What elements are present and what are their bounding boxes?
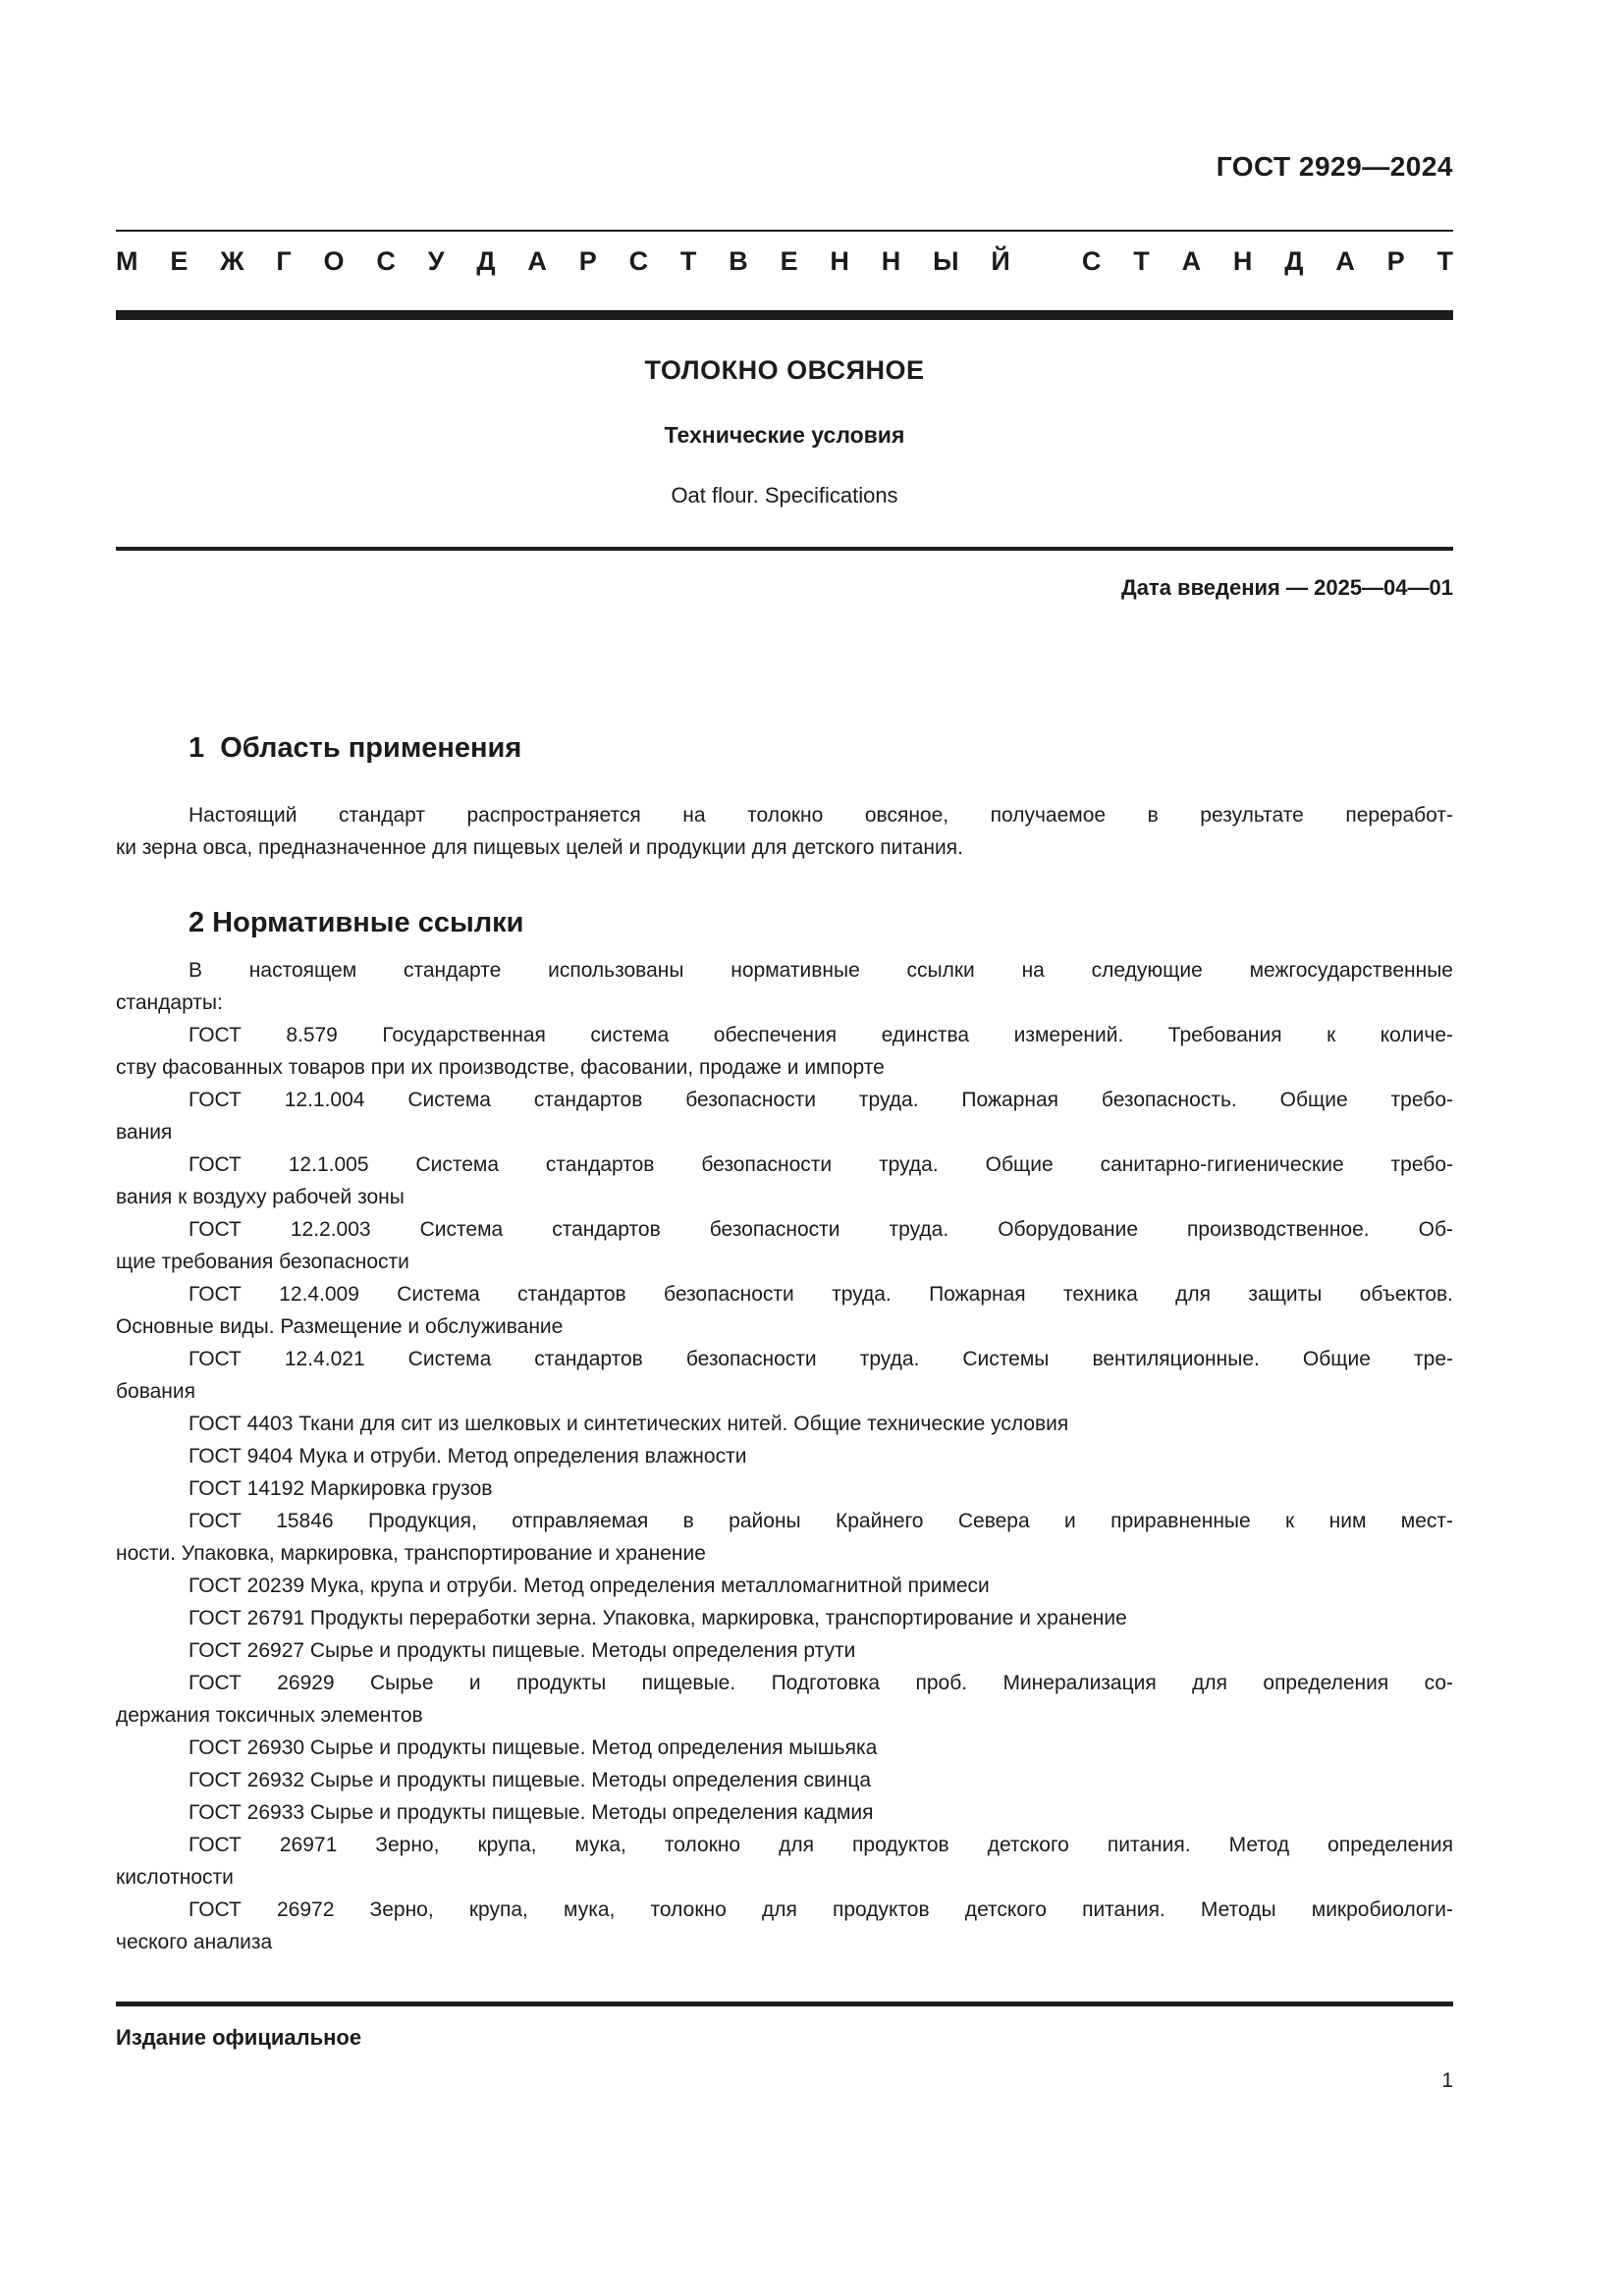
band-letter: С <box>376 246 396 276</box>
band-letter: Д <box>1284 246 1304 276</box>
band-letter: Р <box>1386 246 1405 276</box>
section-1-body <box>116 799 1453 864</box>
text-line: ГОСТ 12.1.005 Система стандартов безопасности труда. Общие санитарно-гигиенические требо- <box>189 1153 1453 1176</box>
page-number: 1 <box>1441 2069 1453 2092</box>
text-line: вания <box>116 1121 173 1144</box>
band-letter: Н <box>830 246 849 276</box>
text-line: ГОСТ 26927 Сырье и продукты пищевые. Методы определения ртути <box>189 1639 856 1662</box>
text-line: ГОСТ 20239 Мука, крупа и отруби. Метод определения металломагнитной примеси <box>189 1575 990 1597</box>
band-letter: А <box>1181 246 1202 276</box>
effective-date: Дата введения — 2025—04—01 <box>1121 575 1453 600</box>
band-letter: Д <box>476 246 496 276</box>
band-letter: Н <box>1232 246 1253 276</box>
section-1-heading: 1 Область применения <box>189 732 522 764</box>
section-2-body <box>116 954 1453 1958</box>
text-line: ГОСТ 15846 Продукция, отправляемая в районы Крайнего Севера и приравненные к ним мест- <box>189 1510 1453 1532</box>
header-thin-rule <box>116 230 1453 232</box>
band-letter: А <box>527 246 547 276</box>
band-letter: С <box>628 246 649 276</box>
text-line: ГОСТ 26932 Сырье и продукты пищевые. Методы определения свинца <box>189 1769 872 1791</box>
document-title-english: Oat flour. Specifications <box>671 483 898 507</box>
band-letter: А <box>1335 246 1355 276</box>
text-line: щие требования безопасности <box>116 1251 409 1273</box>
text-line: ГОСТ 26929 Сырье и продукты пищевые. Подготовка проб. Минерализация для определения со- <box>189 1672 1453 1694</box>
band-letter: О <box>323 246 345 276</box>
text-line: ГОСТ 26930 Сырье и продукты пищевые. Метод определения мышьяка <box>189 1736 878 1759</box>
document-title: ТОЛОКНО ОВСЯНОЕ <box>644 355 925 385</box>
text-line: Настоящий стандарт распространяется на толокно овсяное, получаемое в результате переработ- <box>189 804 1453 827</box>
band-letter: Е <box>170 246 189 276</box>
band-letter: В <box>729 246 748 276</box>
text-line: ГОСТ 12.4.021 Система стандартов безопасности труда. Системы вентиляционные. Общие тре- <box>189 1348 1453 1370</box>
text-line: ГОСТ 26791 Продукты переработки зерна. Упаковка, маркировка, транспортирование и хранение <box>189 1607 1127 1629</box>
band-letter: Г <box>276 246 292 276</box>
band-letter: Е <box>780 246 798 276</box>
text-line: ГОСТ 8.579 Государственная система обеспечения единства измерений. Требования к количе- <box>189 1024 1453 1046</box>
text-line: ческого анализа <box>116 1931 273 1953</box>
band-letter: Р <box>578 246 597 276</box>
text-line: ГОСТ 9404 Мука и отруби. Метод определения влажности <box>189 1445 747 1468</box>
text-line: ГОСТ 26971 Зерно, крупа, мука, толокно для продуктов детского питания. Метод определения <box>189 1834 1453 1856</box>
content-area <box>116 0 1453 2296</box>
text-line: ГОСТ 12.4.009 Система стандартов безопасности труда. Пожарная техника для защиты объектов. <box>189 1283 1453 1306</box>
text-line: ГОСТ 14192 Маркировка грузов <box>189 1477 493 1500</box>
band-letter: М <box>116 246 138 276</box>
band-letter <box>1043 246 1051 277</box>
header-thick-rule <box>116 310 1453 320</box>
text-line: ству фасованных товаров при их производстве, фасовании, продаже и импорте <box>116 1056 885 1079</box>
title-separator-rule <box>116 547 1453 551</box>
band-letter: Н <box>881 246 901 276</box>
footer-rule <box>116 2002 1453 2006</box>
text-line: ГОСТ 26972 Зерно, крупа, мука, толокно для продуктов детского питания. Методы микробиологи- <box>189 1898 1453 1921</box>
text-line: ГОСТ 12.1.004 Система стандартов безопасности труда. Пожарная безопасность. Общие требо- <box>189 1089 1453 1111</box>
text-line: держания токсичных элементов <box>116 1704 423 1727</box>
text-line: бования <box>116 1380 196 1403</box>
text-line: ки зерна овса, предназначенное для пищевых целей и продукции для детского питания. <box>116 836 963 859</box>
band-letter: Й <box>991 246 1010 276</box>
doc-code: ГОСТ 2929—2024 <box>1216 151 1453 182</box>
standard-type-band <box>116 246 1453 277</box>
text-line: В настоящем стандарте использованы нормативные ссылки на следующие межгосударственные <box>189 959 1453 982</box>
band-letter: Т <box>1436 246 1453 276</box>
band-letter: Т <box>1133 246 1150 276</box>
section-2-heading: 2 Нормативные ссылки <box>189 907 524 938</box>
document-subtitle: Технические условия <box>664 422 905 448</box>
band-letter: С <box>1081 246 1102 276</box>
text-line: Основные виды. Размещение и обслуживание <box>116 1315 564 1338</box>
edition-note: Издание официальное <box>116 2025 362 2050</box>
band-letter: Т <box>679 246 697 276</box>
text-line: вания к воздуху рабочей зоны <box>116 1186 405 1208</box>
text-line: ГОСТ 26933 Сырье и продукты пищевые. Методы определения кадмия <box>189 1801 874 1824</box>
band-letter: У <box>427 246 445 276</box>
text-line: кислотности <box>116 1866 234 1889</box>
band-letter: Ж <box>220 246 244 276</box>
text-line: стандарты: <box>116 991 223 1014</box>
text-line: ГОСТ 4403 Ткани для сит из шелковых и синтетических нитей. Общие технические условия <box>189 1413 1069 1435</box>
band-letter: Ы <box>933 246 959 276</box>
text-line: ГОСТ 12.2.003 Система стандартов безопасности труда. Оборудование производственное. Об- <box>189 1218 1453 1241</box>
text-line: ности. Упаковка, маркировка, транспортирование и хранение <box>116 1542 706 1565</box>
